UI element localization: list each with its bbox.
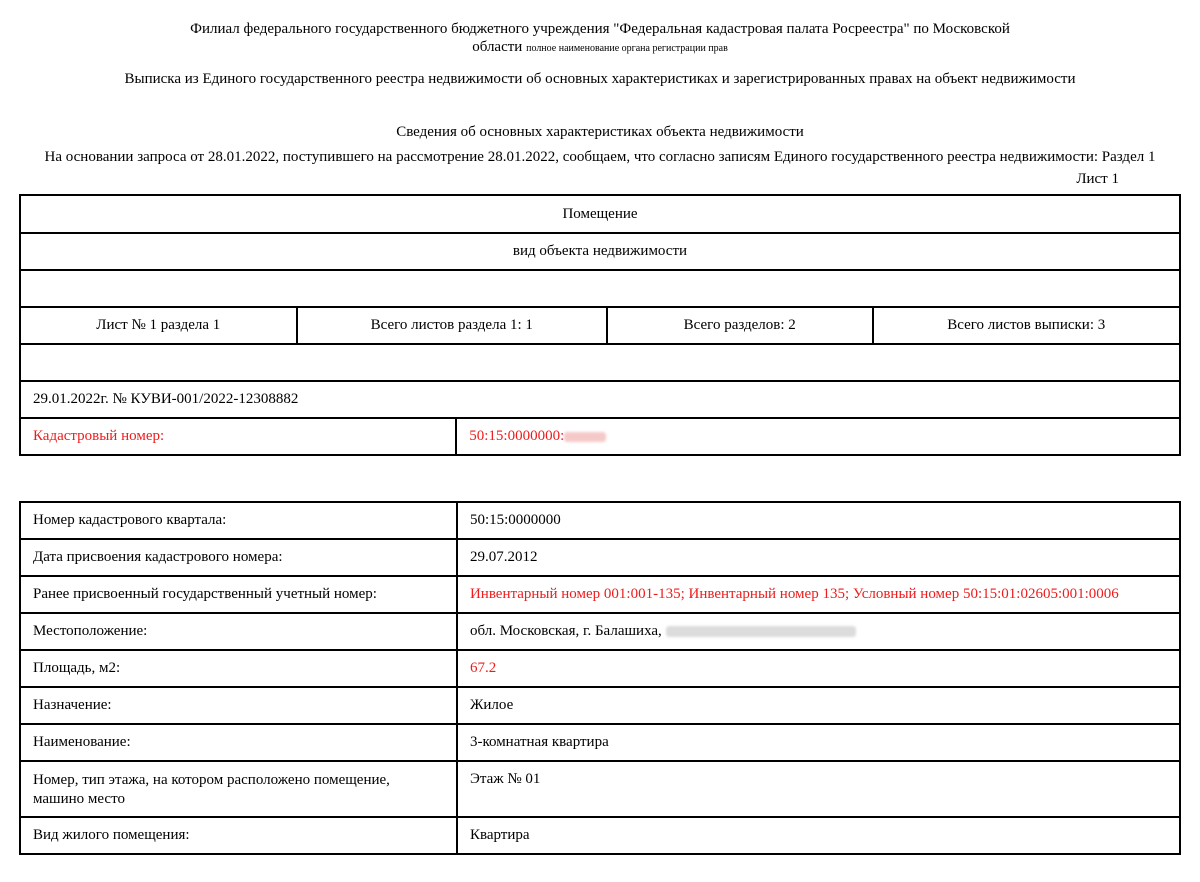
doc-date-number: 29.01.2022г. № КУВИ-001/2022-12308882	[20, 381, 1180, 418]
row-label: Ранее присвоенный государственный учетный номер:	[20, 576, 457, 613]
row-value: Жилое	[457, 687, 1180, 724]
extract-title: Выписка из Единого государственного реестра недвижимости об основных характеристиках и зарегистрированных правах на объект недвижимости	[124, 71, 1076, 87]
row-value-cell	[457, 613, 1180, 650]
basis-line: На основании запроса от 28.01.2022, поступившего на рассмотрение 28.01.2022, сообщаем, что согласно записям Единого государственного реестра недвижимости: Раздел 1	[44, 149, 1156, 165]
sheet-label: Лист 1	[1076, 171, 1119, 187]
table-row	[20, 539, 1180, 576]
row-value: Этаж № 01	[457, 761, 1180, 817]
section-title: Сведения об основных характеристиках объекта недвижимости	[396, 124, 804, 140]
table-row	[20, 576, 1180, 613]
org-region: области	[472, 39, 523, 55]
org-line-1: Филиал федерального государственного бюджетного учреждения "Федеральная кадастровая палата Росреестра" по Московской	[190, 21, 1010, 37]
row-label: Площадь, м2:	[20, 650, 457, 687]
row-label	[20, 761, 457, 817]
table-row	[20, 817, 1180, 854]
table-row	[20, 613, 1180, 650]
table-row	[20, 650, 1180, 687]
details-table	[19, 501, 1181, 855]
empty-row	[20, 270, 1180, 307]
table-row	[20, 724, 1180, 761]
cadastral-number-label: Кадастровый номер:	[20, 418, 456, 455]
cadastral-number-value: 50:15:0000000:	[469, 428, 565, 444]
row-value: Инвентарный номер 001:001-135; Инвентарный номер 135; Условный номер 50:15:01:02605:001:0006	[457, 576, 1180, 613]
total-sheets-section: Всего листов раздела 1: 1	[297, 307, 607, 344]
total-sections: Всего разделов: 2	[607, 307, 873, 344]
table-row	[20, 502, 1180, 539]
row-value: 3-комнатная квартира	[457, 724, 1180, 761]
table-row	[20, 687, 1180, 724]
org-caption: полное наименование органа регистрации прав	[526, 43, 728, 54]
object-summary-table	[19, 194, 1181, 456]
row-label: Местоположение:	[20, 613, 457, 650]
row-label: Номер кадастрового квартала:	[20, 502, 457, 539]
redacted-blur	[666, 626, 856, 637]
floor-label-wrap: Номер, тип этажа, на котором расположено помещение, машино место	[33, 772, 390, 807]
redacted-blur	[564, 432, 606, 442]
row-value: обл. Московская, г. Балашиха,	[469, 623, 662, 639]
cadastral-number-cell	[456, 418, 1180, 455]
row-value: 29.07.2012	[457, 539, 1180, 576]
row-label: Назначение:	[20, 687, 457, 724]
row-label: Дата присвоения кадастрового номера:	[20, 539, 457, 576]
sheet-number: Лист № 1 раздела 1	[20, 307, 297, 344]
table-row	[20, 761, 1180, 817]
row-value: 50:15:0000000	[457, 502, 1180, 539]
row-label: Наименование:	[20, 724, 457, 761]
org-line-2	[0, 38, 1200, 58]
empty-row	[20, 344, 1180, 381]
row-value: Квартира	[457, 817, 1180, 854]
row-label: Вид жилого помещения:	[20, 817, 457, 854]
object-type-caption: вид объекта недвижимости	[20, 233, 1180, 270]
object-type: Помещение	[20, 195, 1180, 233]
total-sheets-extract: Всего листов выписки: 3	[873, 307, 1180, 344]
row-value: 67.2	[457, 650, 1180, 687]
